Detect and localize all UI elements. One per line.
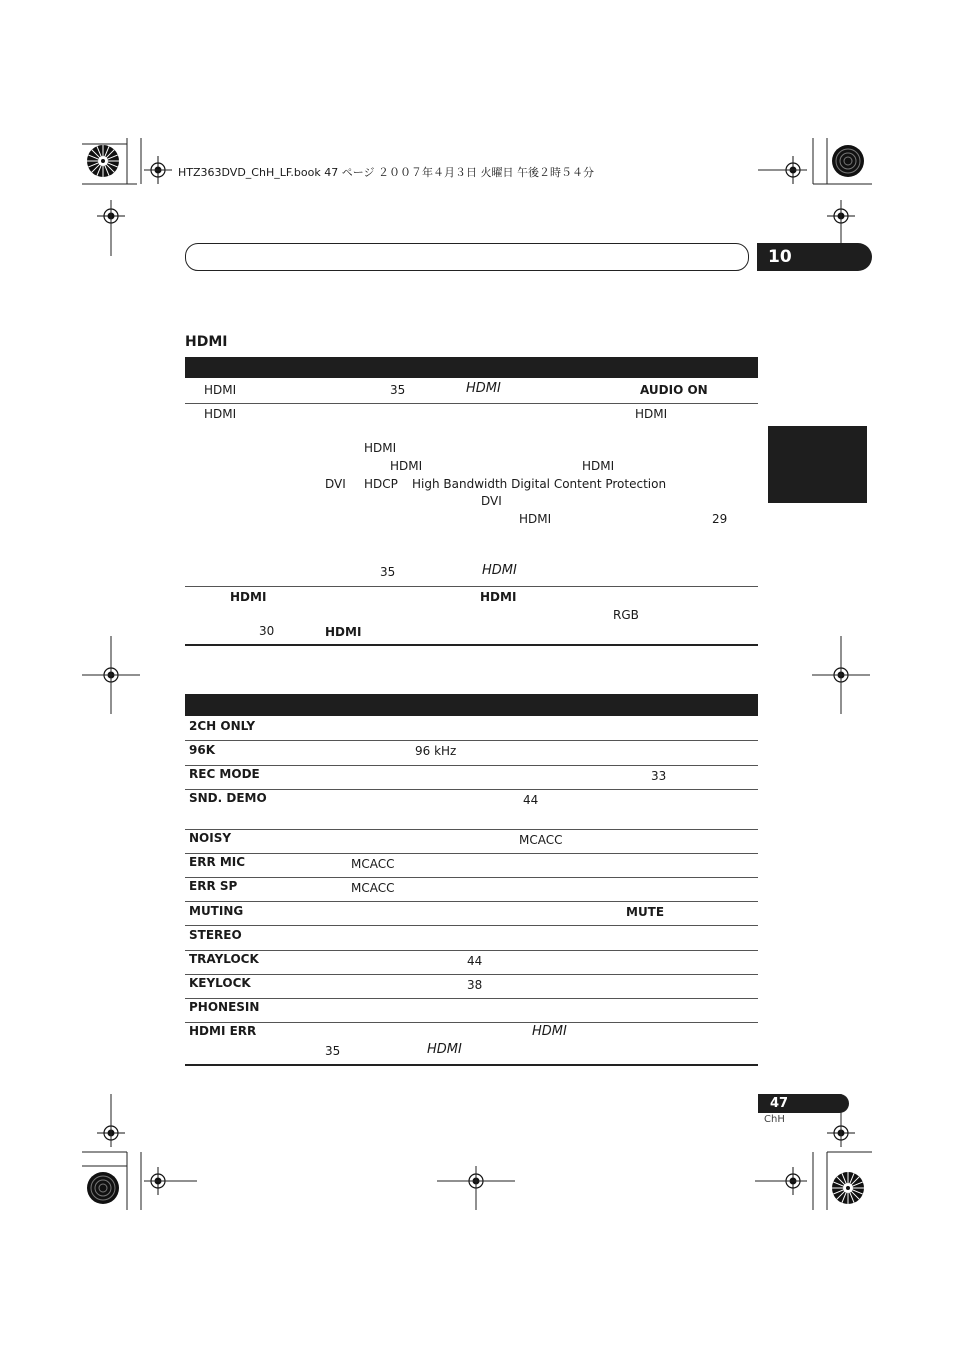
msg-text: MUTE bbox=[626, 905, 665, 919]
hdmi-row2-italic: HDMI bbox=[482, 563, 517, 578]
chapter-number: 10 bbox=[768, 247, 792, 267]
page-number: 47 bbox=[770, 1096, 789, 1111]
language-side-tab bbox=[768, 426, 867, 503]
hdmi-table-bottom-rule bbox=[185, 644, 758, 646]
msg-label-96k: 96K bbox=[189, 743, 215, 757]
section-title: HDMI bbox=[185, 334, 228, 350]
hdmi-row2-page-ref: 29 bbox=[712, 512, 728, 526]
hdmi-row2-page-ref: 35 bbox=[380, 565, 396, 579]
hdmi-row2-text: High Bandwidth Digital Content Protection bbox=[412, 477, 667, 491]
chapter-title-pill bbox=[185, 243, 749, 271]
msg-row-divider bbox=[185, 998, 758, 999]
hdmi-row2-text: HDMI bbox=[635, 407, 668, 421]
msg-label-hdmi-err: HDMI ERR bbox=[189, 1024, 257, 1038]
hdmi-row2-text: HDMI bbox=[390, 459, 423, 473]
hdmi-row2-text: HDMI bbox=[582, 459, 615, 473]
msg-italic: HDMI bbox=[532, 1024, 567, 1039]
msg-page-ref: 35 bbox=[325, 1044, 341, 1058]
msg-row-divider bbox=[185, 740, 758, 741]
msg-text: MCACC bbox=[351, 857, 395, 871]
msg-row-divider bbox=[185, 1022, 758, 1023]
msg-page-ref: 44 bbox=[467, 954, 483, 968]
msg-row-divider bbox=[185, 789, 758, 790]
msg-label-noisy: NOISY bbox=[189, 831, 232, 845]
hdmi-row2-text: HDMI bbox=[519, 512, 552, 526]
page-language: ChH bbox=[764, 1114, 785, 1125]
msg-text: MCACC bbox=[351, 881, 395, 895]
msg-row-divider bbox=[185, 877, 758, 878]
hdmi-row2-text: DVI bbox=[325, 477, 346, 491]
msg-row-divider bbox=[185, 974, 758, 975]
msg-row-divider bbox=[185, 853, 758, 854]
hdmi-row3-text: HDMI bbox=[480, 590, 517, 604]
msg-row-divider bbox=[185, 925, 758, 926]
message-table-header bbox=[185, 694, 758, 716]
hdmi-row2-text: HDCP bbox=[364, 477, 398, 491]
msg-row-divider bbox=[185, 829, 758, 830]
msg-label-rec-mode: REC MODE bbox=[189, 767, 260, 781]
msg-label-2ch-only: 2CH ONLY bbox=[189, 719, 256, 733]
hdmi-row3-page-ref: 30 bbox=[259, 624, 275, 638]
hdmi-row1-col1: HDMI bbox=[204, 383, 237, 397]
msg-italic: HDMI bbox=[427, 1042, 462, 1057]
msg-label-stereo: STEREO bbox=[189, 928, 242, 942]
msg-row-divider bbox=[185, 901, 758, 902]
msg-label-traylock: TRAYLOCK bbox=[189, 952, 259, 966]
chapter-tab bbox=[757, 243, 872, 271]
msg-label-muting: MUTING bbox=[189, 904, 244, 918]
hdmi-row3-text: HDMI bbox=[230, 590, 267, 604]
msg-label-phonesin: PHONESIN bbox=[189, 1000, 260, 1014]
msg-page-ref: 38 bbox=[467, 978, 483, 992]
hdmi-row1-audio-on: AUDIO ON bbox=[640, 383, 708, 397]
hdmi-table-header bbox=[185, 357, 758, 378]
hdmi-row2-text: DVI bbox=[481, 494, 502, 508]
page-number-tab bbox=[758, 1094, 849, 1113]
corner-burst-bottom-right bbox=[832, 1172, 864, 1204]
msg-label-err-mic: ERR MIC bbox=[189, 855, 246, 869]
hdmi-row3-text: RGB bbox=[613, 608, 639, 622]
msg-label-keylock: KEYLOCK bbox=[189, 976, 251, 990]
msg-row-divider bbox=[185, 950, 758, 951]
corner-burst-top-left bbox=[87, 145, 119, 177]
msg-text: 96 kHz bbox=[415, 744, 457, 758]
hdmi-row-divider bbox=[185, 586, 758, 587]
hdmi-row2-text: HDMI bbox=[204, 407, 237, 421]
msg-label-err-sp: ERR SP bbox=[189, 879, 238, 893]
hdmi-row-divider bbox=[185, 403, 758, 404]
hdmi-row1-page-ref: 35 bbox=[390, 383, 406, 397]
print-header: HTZ363DVD_ChH_LF.book 47 ページ ２００７年４月３日 火曜日 午後２時５４分 bbox=[178, 166, 594, 179]
corner-burst-bottom-left bbox=[87, 1172, 119, 1204]
msg-page-ref: 44 bbox=[523, 793, 539, 807]
message-table-bottom-rule bbox=[185, 1064, 758, 1066]
msg-text: MCACC bbox=[519, 833, 563, 847]
msg-row-divider bbox=[185, 765, 758, 766]
hdmi-row2-text: HDMI bbox=[364, 441, 397, 455]
msg-label-snd-demo: SND. DEMO bbox=[189, 791, 267, 805]
corner-burst-top-right bbox=[832, 145, 864, 177]
hdmi-row3-text: HDMI bbox=[325, 625, 362, 639]
hdmi-row1-italic: HDMI bbox=[466, 381, 501, 396]
msg-page-ref: 33 bbox=[651, 769, 667, 783]
